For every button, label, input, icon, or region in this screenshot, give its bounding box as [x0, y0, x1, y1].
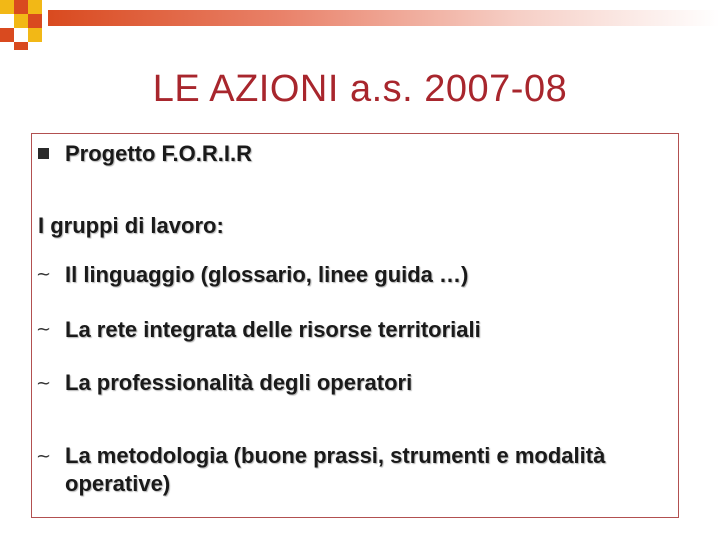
- list-item: Il linguaggio (glossario, linee guida …): [65, 262, 469, 287]
- deco-square: [14, 0, 28, 14]
- slide-title: LE AZIONI a.s. 2007-08: [152, 68, 568, 110]
- square-bullet-icon: [38, 148, 49, 159]
- header-gradient-bar: [48, 10, 720, 26]
- groups-heading: I gruppi di lavoro:: [38, 213, 224, 238]
- tilde-bullet-icon: ~: [36, 446, 52, 467]
- deco-square: [14, 14, 28, 28]
- deco-square: [28, 0, 42, 14]
- list-item: La rete integrata delle risorse territoriali: [65, 317, 481, 342]
- deco-square: [28, 28, 42, 42]
- deco-square: [14, 42, 28, 50]
- deco-square: [0, 0, 14, 14]
- tilde-bullet-icon: ~: [36, 319, 52, 340]
- project-line: Progetto F.O.R.I.R: [65, 141, 252, 166]
- tilde-bullet-icon: ~: [36, 264, 52, 285]
- deco-square: [0, 28, 14, 42]
- deco-square: [28, 14, 42, 28]
- list-item: La metodologia (buone prassi, strumenti e modalità operative): [65, 443, 606, 496]
- tilde-bullet-icon: ~: [36, 373, 52, 394]
- list-item: La professionalità degli operatori: [65, 370, 413, 395]
- header-decoration: [0, 0, 720, 60]
